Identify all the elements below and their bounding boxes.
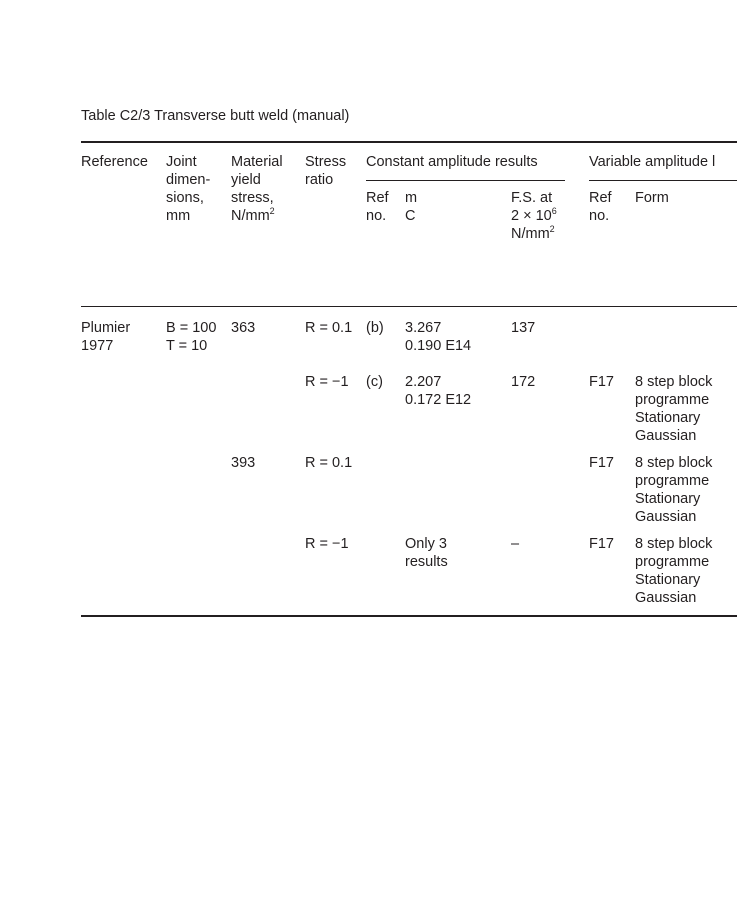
header-ca-m: m (405, 190, 418, 206)
c-value: 0.190 E14 (405, 338, 472, 354)
header-ca-fatigue-strength (511, 189, 557, 243)
header-bottom-rule (81, 306, 737, 307)
superscript-2: 2 (269, 206, 275, 216)
table-bottom-rule (81, 615, 737, 617)
m-value: 2.207 (405, 374, 442, 390)
form-line: Gaussian (635, 428, 697, 444)
header-material-line: yield (231, 172, 261, 188)
form-line: Stationary (635, 572, 701, 588)
row-3-material-stress: 393 (231, 455, 256, 471)
form-line: programme (635, 473, 710, 489)
header-material-unit (231, 207, 283, 225)
constant-amplitude-subrule (366, 180, 565, 181)
header-ca-ref-line: no. (366, 208, 387, 224)
row-1-ca-m-c (405, 319, 471, 355)
header-ca-c: C (405, 208, 416, 224)
reference-line: 1977 (81, 338, 114, 354)
table-top-rule (81, 141, 737, 143)
superscript-2: 2 (549, 224, 555, 234)
row-4-va-form (635, 535, 712, 607)
row-1-joint-dimensions (166, 319, 216, 355)
form-line: Gaussian (635, 590, 697, 606)
superscript-6: 6 (551, 206, 557, 216)
header-ca-m-c (405, 189, 417, 225)
row-4-stress-ratio: R = −1 (305, 536, 349, 552)
header-joint-line: sions, (166, 190, 204, 206)
header-ca-fs-unit-text: N/mm (511, 226, 550, 242)
row-1-reference (81, 319, 130, 355)
header-ca-ref-line: Ref (366, 190, 389, 206)
row-2-va-ref: F17 (589, 374, 614, 390)
row-3-va-form (635, 454, 712, 526)
header-ca-fs-cycles: 2 × 10 (511, 208, 552, 224)
m-value: 3.267 (405, 320, 442, 336)
joint-line: T = 10 (166, 338, 208, 354)
row-2-ca-m-c (405, 373, 471, 409)
note-line: results (405, 554, 448, 570)
variable-amplitude-subrule (589, 180, 737, 181)
header-stress-ratio (305, 153, 346, 189)
header-joint-line: mm (166, 208, 191, 224)
row-4-ca-fs: – (511, 536, 520, 552)
header-material-unit-text: N/mm (231, 208, 270, 224)
row-2-ca-fs: 172 (511, 374, 536, 390)
header-material-yield-stress (231, 153, 283, 225)
table-caption: Table C2/3 Transverse butt weld (manual) (81, 108, 350, 124)
row-1-stress-ratio: R = 0.1 (305, 320, 353, 336)
joint-line: B = 100 (166, 320, 217, 336)
header-variable-amplitude: Variable amplitude l (589, 154, 716, 170)
header-ca-fs-unit (511, 225, 557, 243)
form-line: programme (635, 554, 710, 570)
row-1-ca-fs: 137 (511, 320, 536, 336)
header-va-ref-line: Ref (589, 190, 612, 206)
header-ca-fs-line: F.S. at (511, 190, 553, 206)
note-line: Only 3 (405, 536, 447, 552)
row-4-va-ref: F17 (589, 536, 614, 552)
form-line: programme (635, 392, 710, 408)
row-2-stress-ratio: R = −1 (305, 374, 349, 390)
form-line: 8 step block (635, 455, 713, 471)
row-3-va-ref: F17 (589, 455, 614, 471)
header-material-line: stress, (231, 190, 274, 206)
row-2-ca-ref: (c) (366, 374, 383, 390)
form-line: Stationary (635, 491, 701, 507)
reference-line: Plumier (81, 320, 131, 336)
header-ca-ref-no (366, 189, 389, 225)
header-stress-ratio-line: Stress (305, 154, 347, 170)
form-line: 8 step block (635, 536, 713, 552)
row-2-va-form (635, 373, 712, 445)
c-value: 0.172 E12 (405, 392, 472, 408)
header-va-ref-line: no. (589, 208, 610, 224)
header-constant-amplitude-results: Constant amplitude results (366, 154, 538, 170)
header-joint-line: dimen- (166, 172, 211, 188)
row-1-material-stress: 363 (231, 320, 256, 336)
form-line: 8 step block (635, 374, 713, 390)
header-va-form: Form (635, 190, 669, 206)
header-joint-line: Joint (166, 154, 197, 170)
header-material-line: Material (231, 154, 283, 170)
header-va-ref-no (589, 189, 612, 225)
row-4-ca-m-c (405, 535, 448, 571)
row-3-stress-ratio: R = 0.1 (305, 455, 353, 471)
header-stress-ratio-line: ratio (305, 172, 334, 188)
header-joint-dimensions (166, 153, 210, 225)
header-ca-fs-line (511, 207, 557, 225)
form-line: Gaussian (635, 509, 697, 525)
header-reference: Reference (81, 154, 148, 170)
row-1-ca-ref: (b) (366, 320, 384, 336)
form-line: Stationary (635, 410, 701, 426)
